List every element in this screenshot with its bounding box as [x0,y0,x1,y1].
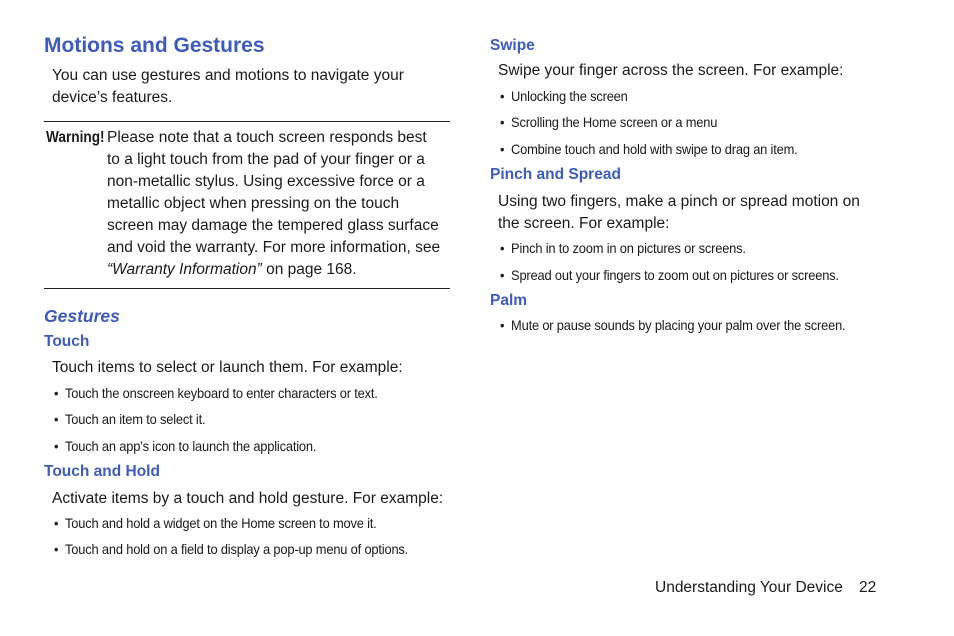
pinch-and-spread-heading: Pinch and Spread [490,166,621,183]
warning-body: Please note that a touch screen responds best to a light touch from the pad of your finger or a non-metallic stylus. Using excessive force or a metallic object when pressing on the touch screen may damage the tempered glass surface and void the warranty. For more information, see [107,129,441,256]
intro-paragraph: You can use gestures and motions to navigate your device’s features. [52,67,404,106]
warranty-reference-link[interactable]: “Warranty Information” [107,261,262,278]
list-item: • Spread out your fingers to zoom out on pictures or screens. [500,267,839,283]
warning-page-ref: on page 168. [261,261,357,278]
list-item: • Unlocking the screen [500,88,628,104]
swipe-intro: Swipe your finger across the screen. For example: [498,62,844,79]
list-item: • Touch an app’s icon to launch the application. [54,438,317,454]
page-title: Motions and Gestures [44,34,265,57]
list-item: • Pinch in to zoom in on pictures or screens. [500,240,746,256]
page-number: 22 [859,579,877,596]
list-item: • Touch the onscreen keyboard to enter characters or text. [54,385,378,401]
warning-bottom-rule [44,288,450,289]
list-item: • Mute or pause sounds by placing your palm over the screen. [500,317,846,333]
touch-and-hold-intro: Activate items by a touch and hold gesture. For example: [52,490,444,507]
footer-section-title: Understanding Your Device [655,579,843,596]
swipe-heading: Swipe [490,37,535,54]
touch-heading: Touch [44,333,90,350]
pinch-intro: Using two fingers, make a pinch or spread motion on the screen. For example: [498,193,860,232]
warning-box [46,127,450,283]
list-item: • Touch and hold a widget on the Home screen to move it. [54,515,377,531]
warning-label: Warning! [46,129,105,146]
warning-text [107,127,443,281]
list-item: • Touch an item to select it. [54,411,206,427]
warning-top-rule [44,121,450,122]
list-item: • Scrolling the Home screen or a menu [500,114,718,130]
list-item: • Combine touch and hold with swipe to drag an item. [500,141,798,157]
gestures-heading: Gestures [44,306,120,326]
touch-intro: Touch items to select or launch them. For example: [52,359,403,376]
palm-heading: Palm [490,292,528,309]
touch-and-hold-heading: Touch and Hold [44,463,160,480]
list-item: • Touch and hold on a field to display a pop-up menu of options. [54,541,409,557]
